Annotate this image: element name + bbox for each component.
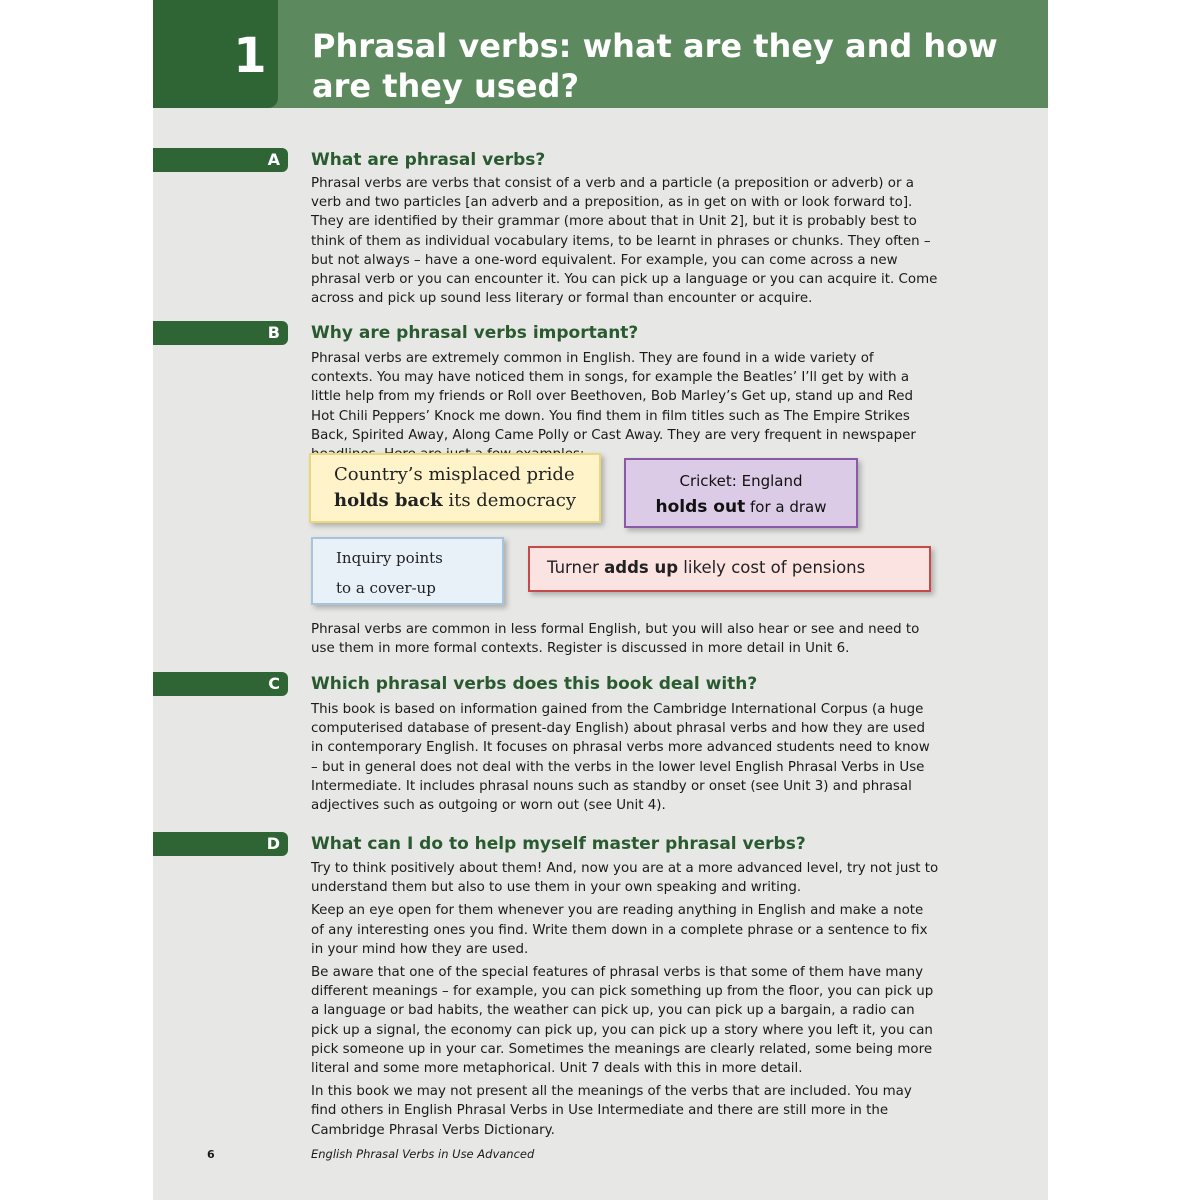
footer-book-title: English Phrasal Verbs in Use Advanced (311, 1147, 535, 1161)
section-b-body-2 (311, 620, 939, 658)
page-title (312, 26, 1012, 106)
paragraph: Phrasal verbs are verbs that consist of a verb and a particle (a preposition or adverb) or a verb and two particles [an adverb and a preposition, as in get on with or look forward to]. They are identified by their grammar (more about that in Unit 2], but it is probably best to think of them as individual vocabulary items, to be learnt in phrases or chunks. They often – but not always – have a one-word equivalent. For example, you can come across a new phrasal verb or you can encounter it. You can pick up a language or you can acquire it. Come across and pick up sound less literary or formal than encounter or acquire. (311, 176, 938, 307)
headline-holds-out (624, 458, 858, 528)
section-letter: A (267, 150, 280, 169)
headline-phrasal-verb: adds up (604, 558, 679, 577)
section-d-bar (153, 832, 288, 856)
section-b-title: Why are phrasal verbs important? (311, 323, 639, 343)
headline-line: its democracy (442, 490, 577, 511)
headline-holds-back (309, 453, 601, 523)
headline-phrasal-verb: holds back (334, 490, 443, 511)
title-line-1: Phrasal verbs: what are they and how (312, 27, 998, 65)
title-line-2: are they used? (312, 67, 579, 105)
section-a-body (311, 174, 939, 308)
paragraph: Keep an eye open for them whenever you are reading anything in English and make a note of any interesting ones you find. Write them down in a complete phrase or a sentence to fix in your mind how they are used. (311, 903, 928, 957)
paragraph: Phrasal verbs are extremely common in English. They are found in a wide variety of contexts. You may have noticed them in songs, for example the Beatles’ I’ll get by with a little help from my friends or Roll over Beethoven, Bob Marley’s Get up, stand up and Red Hot Chili Peppers’ Knock me down. You find them in film titles such as The Empire Strikes Back, Spirited Away, Along Came Polly or Cast Away. They are very frequent in newspaper (311, 351, 916, 443)
headline-line: Cricket: England (679, 472, 803, 490)
section-c-title: Which phrasal verbs does this book deal with? (311, 674, 758, 694)
section-letter: C (268, 674, 280, 693)
headline-line: to a cover-up (336, 579, 436, 597)
headline-line: Turner (547, 558, 605, 577)
section-letter: D (266, 834, 280, 853)
page-number: 6 (207, 1148, 215, 1161)
section-c-bar (153, 672, 288, 696)
paragraph: Phrasal verbs are common in less formal English, but you will also hear or see and need to use them in more formal contexts. Register is discussed in more detail in Unit 6. (311, 622, 920, 657)
paragraph: This book is based on information gained from the Cambridge International Corpus (a huge computerised database of present-day English) about phrasal verbs and how they are used in contemporary English. It focuses on phrasal verbs more advanced students need to know – but in general does not deal with the verbs in the lower level English Phrasal Verbs in Use Intermediate. It includes phrasal nouns such as standby or onset (see Unit 3) and phrasal adjectives such as outgoing or worn out (see Unit 4). (311, 702, 930, 814)
paragraph: In this book we may not present all the meanings of the verbs that are included. You may find others in English Phrasal Verbs in Use Intermediate and there are still more in the Cambridge Phrasal Verbs Dictionary. (311, 1084, 912, 1138)
headline-phrasal-verb: holds out (655, 497, 746, 517)
headline-line: likely cost of pensions (678, 558, 866, 577)
unit-number: 1 (233, 28, 267, 84)
headline-line: for a draw (745, 498, 827, 516)
section-d-title: What can I do to help myself master phrasal verbs? (311, 834, 806, 854)
headline-line: Inquiry points (336, 549, 443, 567)
headline-line: Country’s misplaced pride (334, 464, 575, 485)
section-letter: B (267, 323, 280, 342)
section-a-title: What are phrasal verbs? (311, 150, 546, 170)
paragraph: Be aware that one of the special features of phrasal verbs is that some of them have many different meanings – for example, you can pick something up from the floor, you can pick up a language or bad habits, the weather can pick up, you can pick up a bargain, a radio can pick up a signal, the economy can pick up, you can pick up a story where you left it, you can pick someone up in your car. Sometimes the meanings are clearly related, some being more literal and some more metaphorical. Unit 7 deals with this in more detail. (311, 965, 934, 1077)
section-d-body (311, 859, 939, 1140)
section-c-body (311, 700, 939, 815)
section-b-bar (153, 321, 288, 345)
section-b-body (311, 349, 939, 464)
headline-points-to (311, 537, 504, 605)
section-a-bar (153, 148, 288, 172)
headline-adds-up (528, 546, 931, 592)
paragraph: Try to think positively about them! And, now you are at a more advanced level, try not just to understand them but also to use them in your own speaking and writing. (311, 861, 939, 896)
